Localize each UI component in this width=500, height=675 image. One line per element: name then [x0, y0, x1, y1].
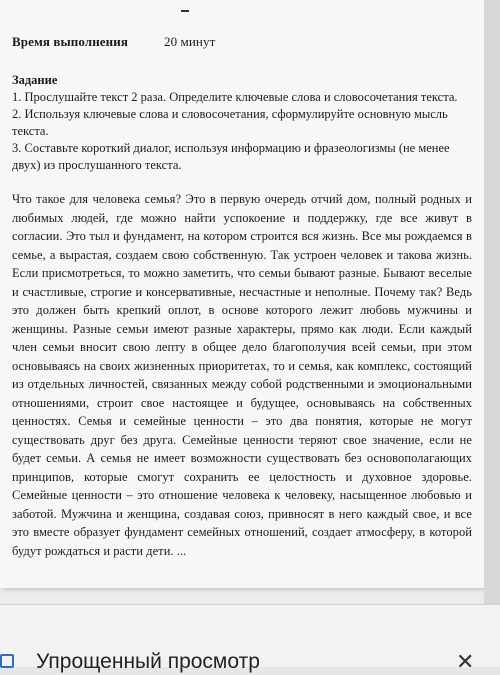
dash-mark — [181, 10, 189, 12]
task-item-3: 3. Составьте короткий диалог, используя информацию и фразеологизмы (не менее двух) из прослушанного текста. — [12, 141, 450, 172]
time-row — [12, 34, 472, 50]
page-edge-shadow — [484, 0, 500, 666]
task-section — [12, 72, 474, 174]
task-item-2: 2. Используя ключевые слова и словосочетания, сформулируйте основную мысль текста. — [12, 107, 448, 138]
time-value: 20 минут — [164, 34, 216, 49]
simplified-view-label[interactable]: Упрощенный просмотр — [36, 650, 260, 673]
close-icon[interactable]: ✕ — [456, 650, 475, 675]
task-item-1: 1. Прослушайте текст 2 раза. Определите ключевые слова и словосочетания текста. — [12, 90, 458, 104]
reading-text: Что такое для человека семья? Это в первую очередь отчий дом, полный родных и любимых людей, где можно найти успокоение и поддержку, где все живут в согласии. Это тыл и фундамент, на котором строится вся жизнь. Все мы рождаемся в семье, а вырастая, создаем свою собственную. Так устроен человек и такова жизнь. Если присмотреться, то можно заметить, что семьи бывают разные. Бывают веселые и счастливые, строгие и консервативные, несчастные и неполные. Почему так? Ведь это должен быть крепкий оплот, в основе которого лежит любовь мужчины и женщины. Разные семьи имеют разные характеры, прямо как люди. Если каждый член семьи вносит свою лепту в общее дело благополучия всей семьи, при этом основываясь на своих жизненных приоритетах, то и семья, как комплекс, состоящий из отдельных личностей, связанных между собой родственными и эмоциональными отношениями, строит свое настоящее и будущее, основываясь на собственных ценностях. Семья и семейные ценности – это два понятия, которые не могут существовать друг без друга. Семейные ценности теряют свое значение, если не будет семьи. А семья не имеет возможности существовать без основополагающих принципов, которые смогут сохранить ее целостность и духовное здоровье. Семейные ценности – это отношение человека к человеку, насыщенное любовью и заботой. Мужчина и женщина, создавая союз, привносят в него каждый свое, и все это вместе образует фундамент семейных отношений, создает атмосферу, в которой будут рождаться и расти дети. ... — [12, 192, 472, 558]
task-title: Задание — [12, 73, 58, 87]
time-label: Время выполнения — [12, 34, 128, 49]
